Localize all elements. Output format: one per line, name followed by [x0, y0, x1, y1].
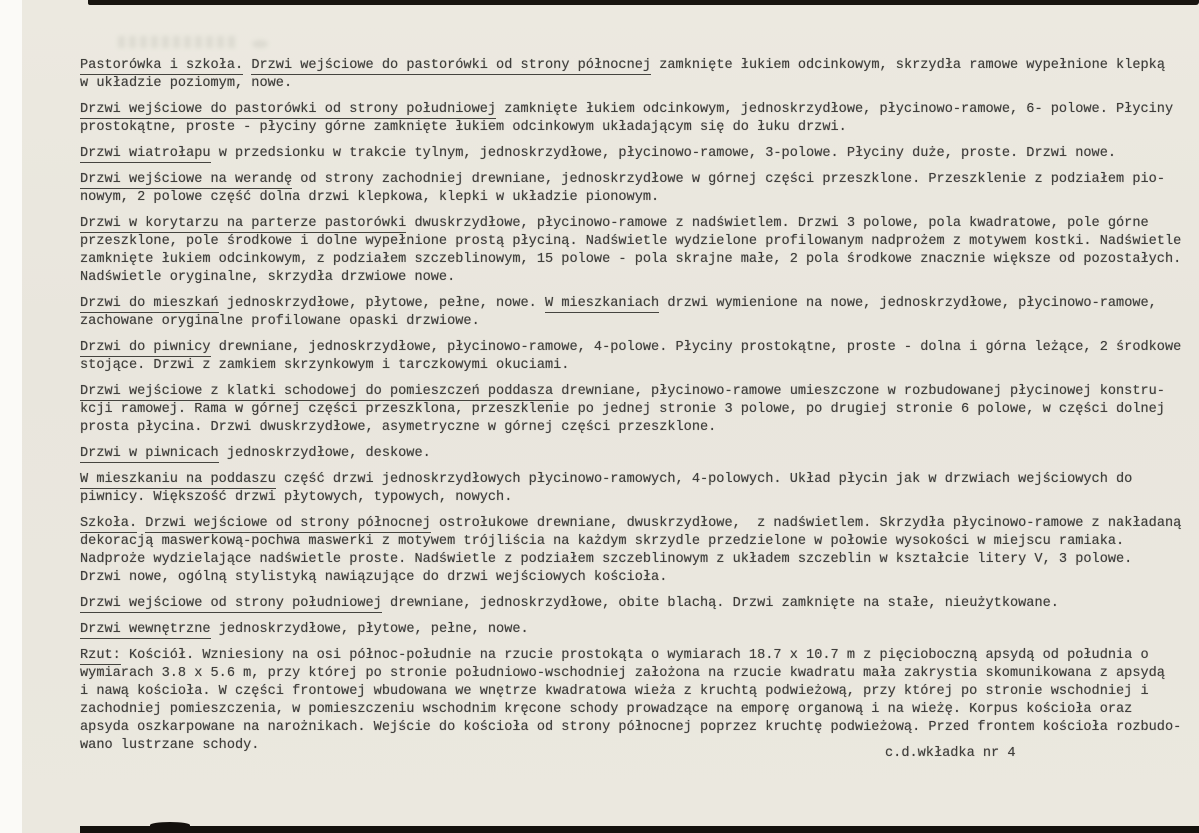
underlined-heading-text: Drzwi wejściowe do pastorówki od strony północnej [251, 58, 652, 73]
text-line [80, 145, 1192, 163]
body-text: wano lustrzane schody. [80, 738, 260, 753]
body-text: drewniane, jednoskrzydłowe, obite blachą. Drzwi zamknięte na stałe, nieużytkowane. [381, 596, 1059, 611]
underlined-heading-text: Drzwi do piwnicy [80, 340, 211, 355]
paragraph [80, 621, 1192, 639]
body-text: Drzwi nowe, ogólną stylistyką nawiązujące do drzwi wejściowych kościoła. [80, 570, 668, 585]
body-text: w układzie poziomym, nowe. [80, 76, 293, 91]
text-line [80, 515, 1192, 533]
paragraph [80, 339, 1192, 375]
body-text: część drzwi jednoskrzydłowych płycinowo-ramowych, 4-polowych. Układ płycin jak w drzwiach wejściowych do [275, 472, 1133, 487]
footer-note: c.d.wkładka nr 4 [885, 746, 1016, 761]
text-line [80, 401, 1192, 419]
text-line [80, 621, 1192, 639]
page-bottom-shadow-edge [80, 826, 1199, 833]
underlined-heading-text: Drzwi wejściowe od strony północnej [145, 516, 431, 531]
paragraph [80, 515, 1192, 587]
text-line [80, 269, 1192, 287]
body-text: prosta płycina. Drzwi dwuskrzydłowe, asymetryczne w górnej części przeszklone. [80, 420, 717, 435]
body-text: prostokątne, proste - płyciny górne zamknięte łukiem odcinkowym układającym się do łuku drzwi. [80, 120, 847, 135]
paragraph [80, 171, 1192, 207]
underlined-heading-text: Drzwi wejściowe do pastorówki od strony południowej [80, 102, 497, 117]
underlined-heading-text: Drzwi wejściowe od strony południowej [80, 596, 382, 611]
body-text: przeszklone, pole środkowe i dolne wypełnione prostą płyciną. Nadświetle wydzielone profilowanym nadprożem z motywem kostki. Nadświetle [80, 234, 1182, 249]
text-line [80, 701, 1192, 719]
text-line [80, 357, 1192, 375]
paragraph [80, 215, 1192, 287]
body-text: zachodniej pomieszczenia, w pomieszczeniu wschodnim kręcone schody prowadzące na emporę organową i na wieżę. Korpus kościoła oraz [80, 702, 1133, 717]
faint-stamp-mark [118, 36, 236, 48]
text-line [80, 471, 1192, 489]
underlined-heading-text: Drzwi wewnętrzne [80, 622, 211, 637]
text-line [80, 595, 1192, 613]
text-line [80, 295, 1192, 313]
text-line [80, 119, 1192, 137]
text-line [80, 251, 1192, 269]
text-line [80, 75, 1192, 93]
body-text: zamknięte łukiem odcinkowym, jednoskrzydłowe, płycinowo-ramowe, 6- polowe. Płyciny [496, 102, 1174, 117]
body-text: zamknięte łukiem odcinkowym, skrzydła ramowe wypełnione klepką [651, 58, 1165, 73]
underlined-heading-text: Drzwi w piwnicach [80, 446, 219, 461]
text-line [80, 719, 1192, 737]
body-text: jednoskrzydłowe, płytowe, pełne, nowe. [210, 622, 529, 637]
underlined-heading-text: W mieszkaniach [545, 296, 660, 311]
body-text: drewniane, jednoskrzydłowe, płycinowo-ramowe, 4-polowe. Płyciny prostokątne, proste - dolna i górna leżące, 2 środkowe [210, 340, 1182, 355]
body-text: Kościół. Wzniesiony na osi północ-południe na rzucie prostokąta o wymiarach 18.7 x 10.7 m z pięcioboczną apsydą od południa o [120, 648, 1149, 663]
paragraph [80, 57, 1192, 93]
text-line [80, 683, 1192, 701]
text-line [80, 101, 1192, 119]
body-text: nowym, 2 polowe część dolna drzwi klepkowa, klepki w układzie pionowym. [80, 190, 660, 205]
underlined-heading-text: Drzwi do mieszkań [80, 296, 219, 311]
body-text: Nadproże wydzielające nadświetle proste. Nadświetle z podziałem szczeblinowym z układem szczeblin w kształcie litery V, 3 polowe. [80, 552, 1133, 567]
text-line [80, 665, 1192, 683]
text-line [80, 445, 1192, 463]
underlined-heading-text: Drzwi wejściowe z klatki schodowej do pomieszczeń poddasza [80, 384, 554, 399]
page-text [80, 57, 1192, 763]
body-text: wymiarach 3.8 x 5.6 m, przy której po stronie południowo-wschodniej założona na rzucie kwadratu mała zakrystia skomunikowana z apsydą [80, 666, 1165, 681]
text-line [80, 215, 1192, 233]
body-text: zachowane oryginalne profilowane opaski drzwiowe. [80, 314, 480, 329]
faint-stamp-dot [252, 40, 268, 48]
text-line [80, 313, 1192, 331]
text-line [80, 171, 1192, 189]
text-line [80, 339, 1192, 357]
body-text: piwnicy. Większość drzwi płytowych, typowych, nowych. [80, 490, 513, 505]
paragraph [80, 471, 1192, 507]
paragraph [80, 145, 1192, 163]
body-text: ostrołukowe drewniane, dwuskrzydłowe, z nadświetlem. Skrzydła płycinowo-ramowe z nakładaną [430, 516, 1182, 531]
body-text: apsyda oszkarpowane na narożnikach. Wejście do kościoła od strony północnej poprzez kruchtę podwieżową. Przed frontem kościoła rozbudo- [80, 720, 1182, 735]
paragraph [80, 383, 1192, 437]
text-line [80, 489, 1192, 507]
underlined-heading-text: Rzut: [80, 648, 121, 663]
underlined-heading-text: Pastorówka i szkoła. [80, 58, 244, 73]
body-text: dekoracją maswerkową-pochwa maswerki z motywem trójliścia na każdym skrzydle przedzielone w połowie wysokości w miejscu ramiaka. [80, 534, 1125, 549]
paragraph [80, 445, 1192, 463]
text-line [80, 533, 1192, 551]
underlined-heading-text: Drzwi w korytarzu na parterze pastorówki [80, 216, 407, 231]
paragraph [80, 647, 1192, 755]
underlined-heading-text: Drzwi wejściowe na werandę [80, 172, 293, 187]
text-line [80, 647, 1192, 665]
text-line [80, 383, 1192, 401]
body-text: stojące. Drzwi z zamkiem skrzynkowym i tarczkowymi okuciami. [80, 358, 570, 373]
text-line [80, 569, 1192, 587]
body-text: i nawą kościoła. W części frontowej wbudowana we wnętrze kwadratowa wieża z kruchtą podwieżową, przy której po stronie wschodniej i [80, 684, 1149, 699]
body-text: jednoskrzydłowe, płytowe, pełne, nowe. [218, 296, 545, 311]
body-text: drewniane, płycinowo-ramowe umieszczone w rozbudowanej płycinowej konstru- [553, 384, 1165, 399]
body-text: kcji ramowej. Rama w górnej części przeszklona, przeszklenie po jednej stronie 3 polowe, po drugiej stronie 6 polowe, w części dolnej [80, 402, 1165, 417]
underlined-heading-text: Szkoła. [80, 516, 138, 531]
body-text: zamknięte łukiem odcinkowym, z podziałem szczeblinowym, 15 polowe - pola skrajne małe, 2 pola środkowe znacznie większe od pozostałych. [80, 252, 1182, 267]
underlined-heading-text: Drzwi wiatrołapu [80, 146, 211, 161]
paragraph [80, 295, 1192, 331]
underlined-heading-text: W mieszkaniu na poddaszu [80, 472, 276, 487]
body-text: drzwi wymienione na nowe, jednoskrzydłowe, płycinowo-ramowe, [659, 296, 1157, 311]
text-line [80, 419, 1192, 437]
text-line [80, 189, 1192, 207]
text-line [80, 57, 1192, 75]
body-text: dwuskrzydłowe, płycinowo-ramowe z nadświetlem. Drzwi 3 polowe, pola kwadratowe, pole górne [406, 216, 1149, 231]
paragraph [80, 101, 1192, 137]
body-text: w przedsionku w trakcie tylnym, jednoskrzydłowe, płycinowo-ramowe, 3-polowe. Płyciny duże, proste. Drzwi nowe. [210, 146, 1117, 161]
text-line [80, 737, 1192, 755]
scanner-edge-strip [0, 0, 23, 833]
text-line [80, 233, 1192, 251]
text-line [80, 551, 1192, 569]
paragraph [80, 595, 1192, 613]
body-text: od strony zachodniej drewniane, jednoskrzydłowe w górnej części przeszklone. Przeszklenie z podziałem pio- [292, 172, 1165, 187]
page-top-shadow-edge [88, 0, 1199, 5]
body-text: Nadświetle oryginalne, skrzydła drzwiowe nowe. [80, 270, 456, 285]
body-text: jednoskrzydłowe, deskowe. [218, 446, 431, 461]
